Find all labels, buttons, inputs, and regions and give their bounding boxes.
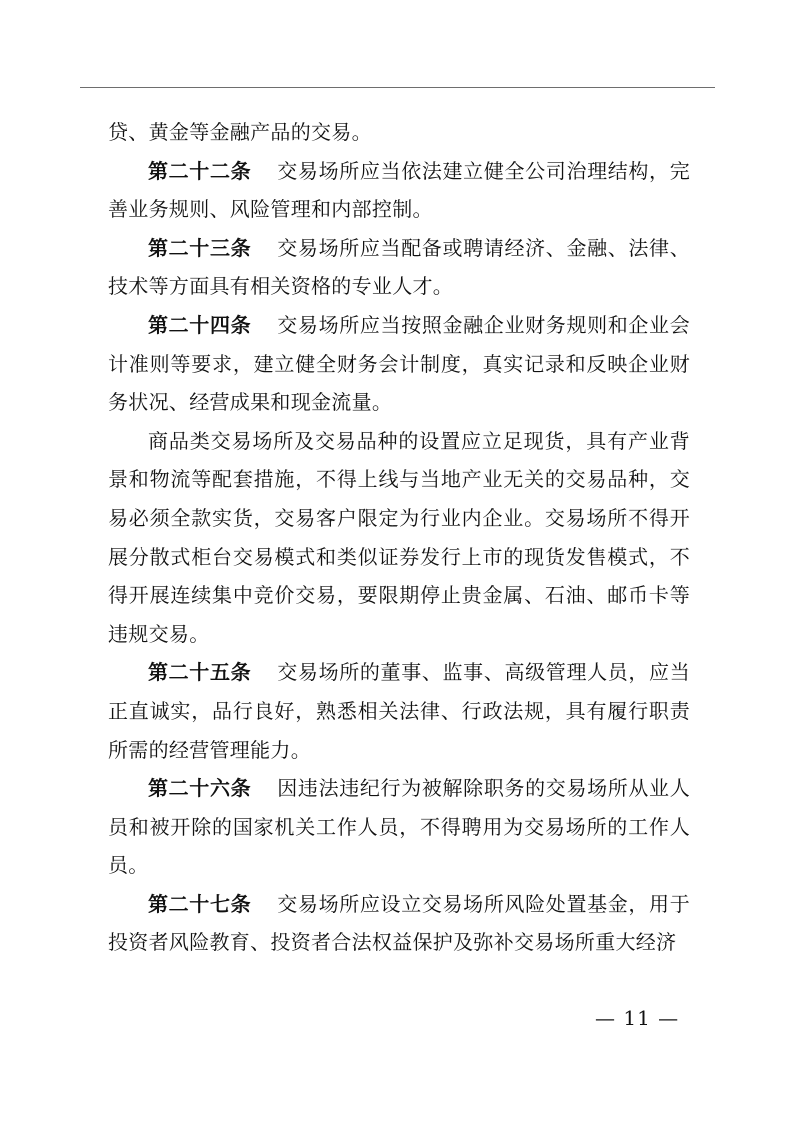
- article-title: 第二十二条: [148, 158, 252, 183]
- header-rule: [80, 87, 715, 88]
- page-number: — 11 —: [595, 1006, 680, 1030]
- article-24: [108, 306, 690, 422]
- article-title: 第二十三条: [148, 235, 252, 260]
- article-title: 第二十四条: [148, 312, 252, 337]
- article-title: 第二十五条: [148, 660, 252, 685]
- paragraph-text: 贷、黄金等金融产品的交易。: [108, 120, 372, 144]
- article-23: [108, 229, 690, 306]
- article-22: [108, 152, 690, 229]
- paragraph-commodity-trading: [108, 422, 690, 654]
- article-text: 交易场所应当按照金融企业财务规则和企业会计准则等要求，建立健全财务会计制度，真实记录和反映企业财务状况、经营成果和现金流量。: [108, 312, 691, 415]
- article-26: [108, 769, 690, 885]
- article-title: 第二十六条: [148, 776, 252, 801]
- article-text: 交易场所的董事、监事、高级管理人员，应当正直诚实，品行良好，熟悉相关法律、行政法规，具有履行职责所需的经营管理能力。: [108, 660, 691, 762]
- document-body: [108, 113, 690, 962]
- article-text: 交易场所应当配备或聘请经济、金融、法律、技术等方面具有相关资格的专业人才。: [108, 235, 691, 299]
- article-27: [108, 885, 690, 962]
- article-text: 交易场所应当依法建立健全公司治理结构，完善业务规则、风险管理和内部控制。: [108, 158, 691, 222]
- article-title: 第二十七条: [148, 891, 252, 916]
- paragraph: [108, 113, 690, 152]
- article-text: 交易场所应设立交易场所风险处置基金，用于投资者风险教育、投资者合法权益保护及弥补交易场所重大经济: [108, 891, 691, 955]
- article-text: 因违法违纪行为被解除职务的交易场所从业人员和被开除的国家机关工作人员，不得聘用为交易场所的工作人员。: [108, 776, 691, 878]
- article-25: [108, 653, 690, 769]
- paragraph-text: 商品类交易场所及交易品种的设置应立足现货，具有产业背景和物流等配套措施，不得上线与当地产业无关的交易品种，交易必须全款实货，交易客户限定为行业内企业。交易场所不得开展分散式柜台交易模式和类似证券发行上市的现货发售模式，不得开展连续集中竞价交易，要限期停止贵金属、石油、邮币卡等违规交易。: [108, 428, 690, 646]
